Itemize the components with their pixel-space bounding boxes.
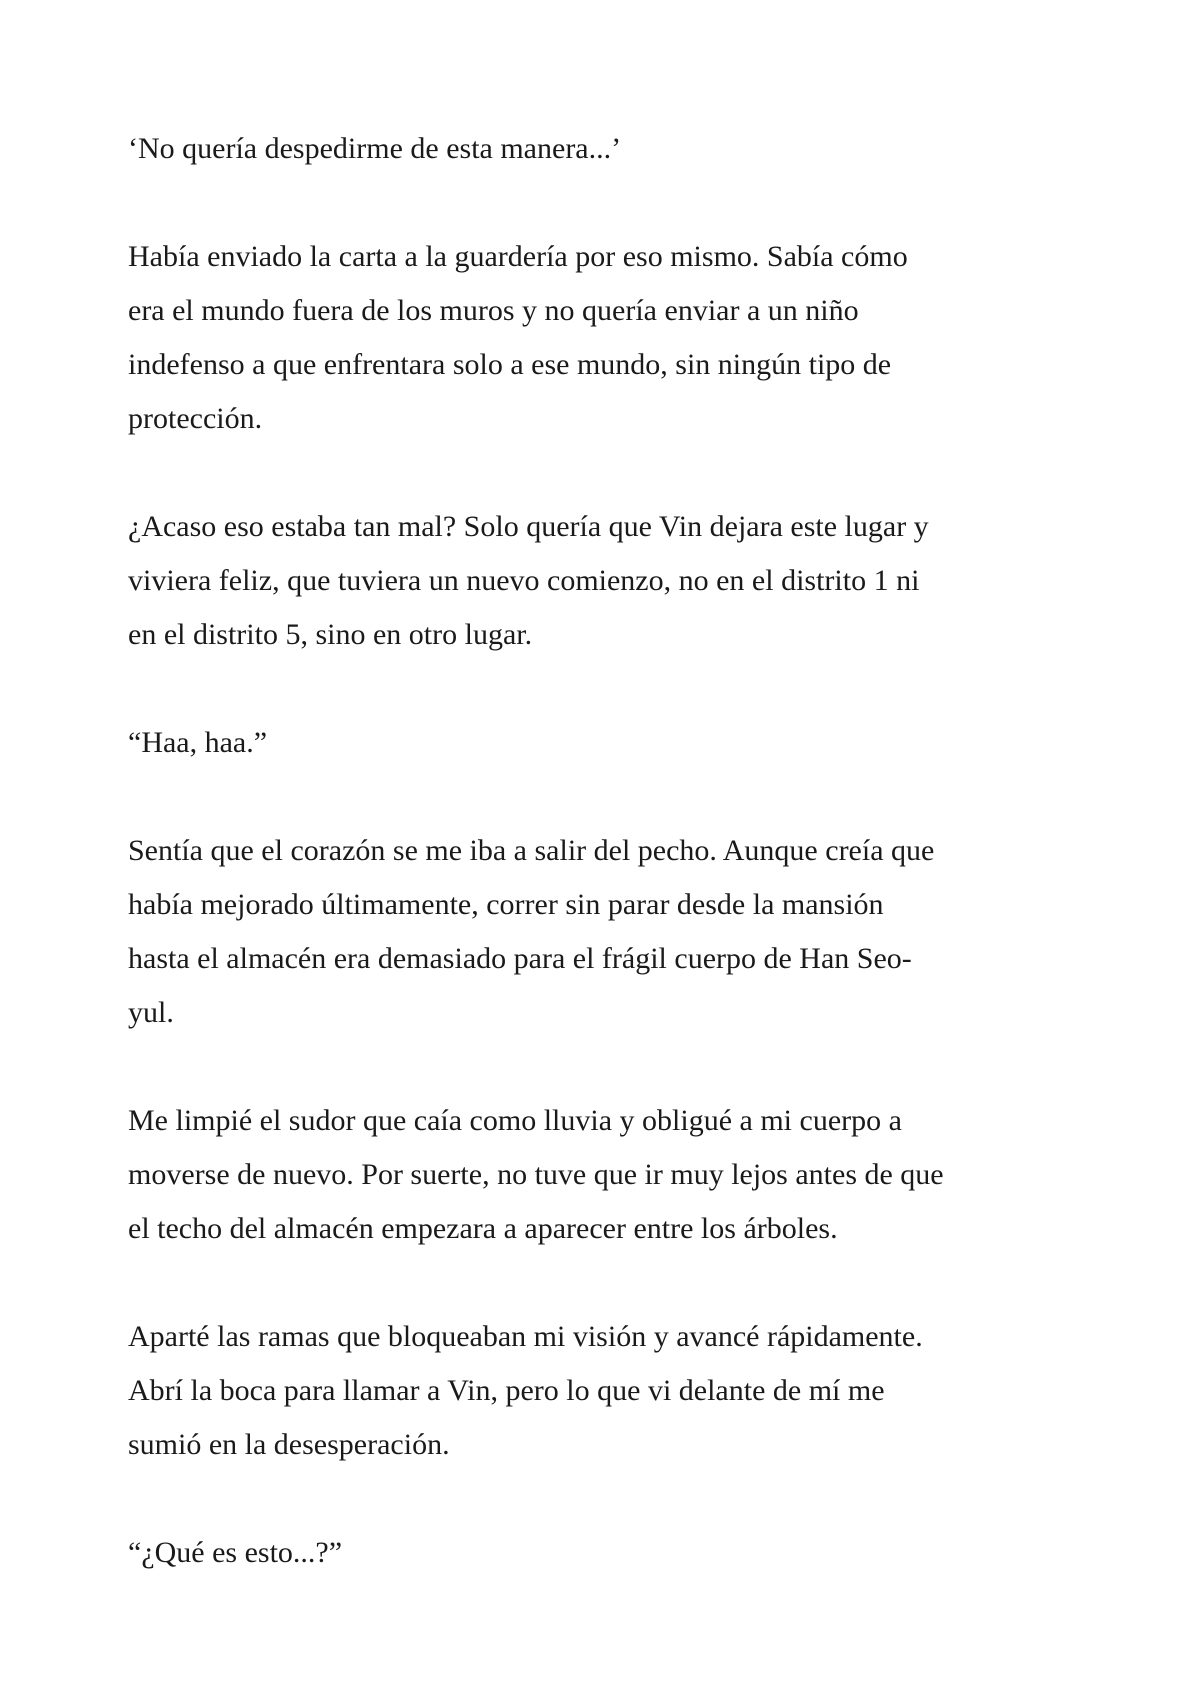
- text-line: era el mundo fuera de los muros y no quería enviar a un niño: [128, 294, 859, 327]
- text-line: hasta el almacén era demasiado para el frágil cuerpo de Han Seo-: [128, 942, 912, 975]
- paragraph: [128, 500, 1088, 662]
- text-line: viviera feliz, que tuviera un nuevo comienzo, no en el distrito 1 ni: [128, 564, 920, 597]
- paragraph: [128, 122, 1088, 176]
- text-line: Sentía que el corazón se me iba a salir del pecho. Aunque creía que: [128, 834, 935, 867]
- paragraph: [128, 824, 1088, 1040]
- paragraph: [128, 1526, 1088, 1580]
- text-line: moverse de nuevo. Por suerte, no tuve que ir muy lejos antes de que: [128, 1158, 944, 1191]
- paragraph: [128, 1094, 1088, 1256]
- text-line: Aparté las ramas que bloqueaban mi visión y avancé rápidamente.: [128, 1320, 923, 1353]
- text-line: ¿Acaso eso estaba tan mal? Solo quería que Vin dejara este lugar y: [128, 510, 929, 543]
- text-line: había mejorado últimamente, correr sin parar desde la mansión: [128, 888, 884, 921]
- text-line: yul.: [128, 996, 174, 1029]
- text-line: el techo del almacén empezara a aparecer entre los árboles.: [128, 1212, 838, 1245]
- text-line: sumió en la desesperación.: [128, 1428, 450, 1461]
- text-line: “¿Qué es esto...?”: [128, 1536, 343, 1569]
- text-line: “Haa, haa.”: [128, 726, 268, 759]
- text-line: protección.: [128, 402, 263, 435]
- paragraph: [128, 1310, 1088, 1472]
- text-line: Me limpié el sudor que caía como lluvia y obligué a mi cuerpo a: [128, 1104, 902, 1137]
- text-line: en el distrito 5, sino en otro lugar.: [128, 618, 533, 651]
- text-line: indefenso a que enfrentara solo a ese mundo, sin ningún tipo de: [128, 348, 892, 381]
- text-line: Abrí la boca para llamar a Vin, pero lo que vi delante de mí me: [128, 1374, 885, 1407]
- document-page: [128, 122, 1088, 1634]
- text-line: Había enviado la carta a la guardería por eso mismo. Sabía cómo: [128, 240, 908, 273]
- text-line: ‘No quería despedirme de esta manera...’: [128, 132, 622, 165]
- paragraph: [128, 716, 1088, 770]
- paragraph: [128, 230, 1088, 446]
